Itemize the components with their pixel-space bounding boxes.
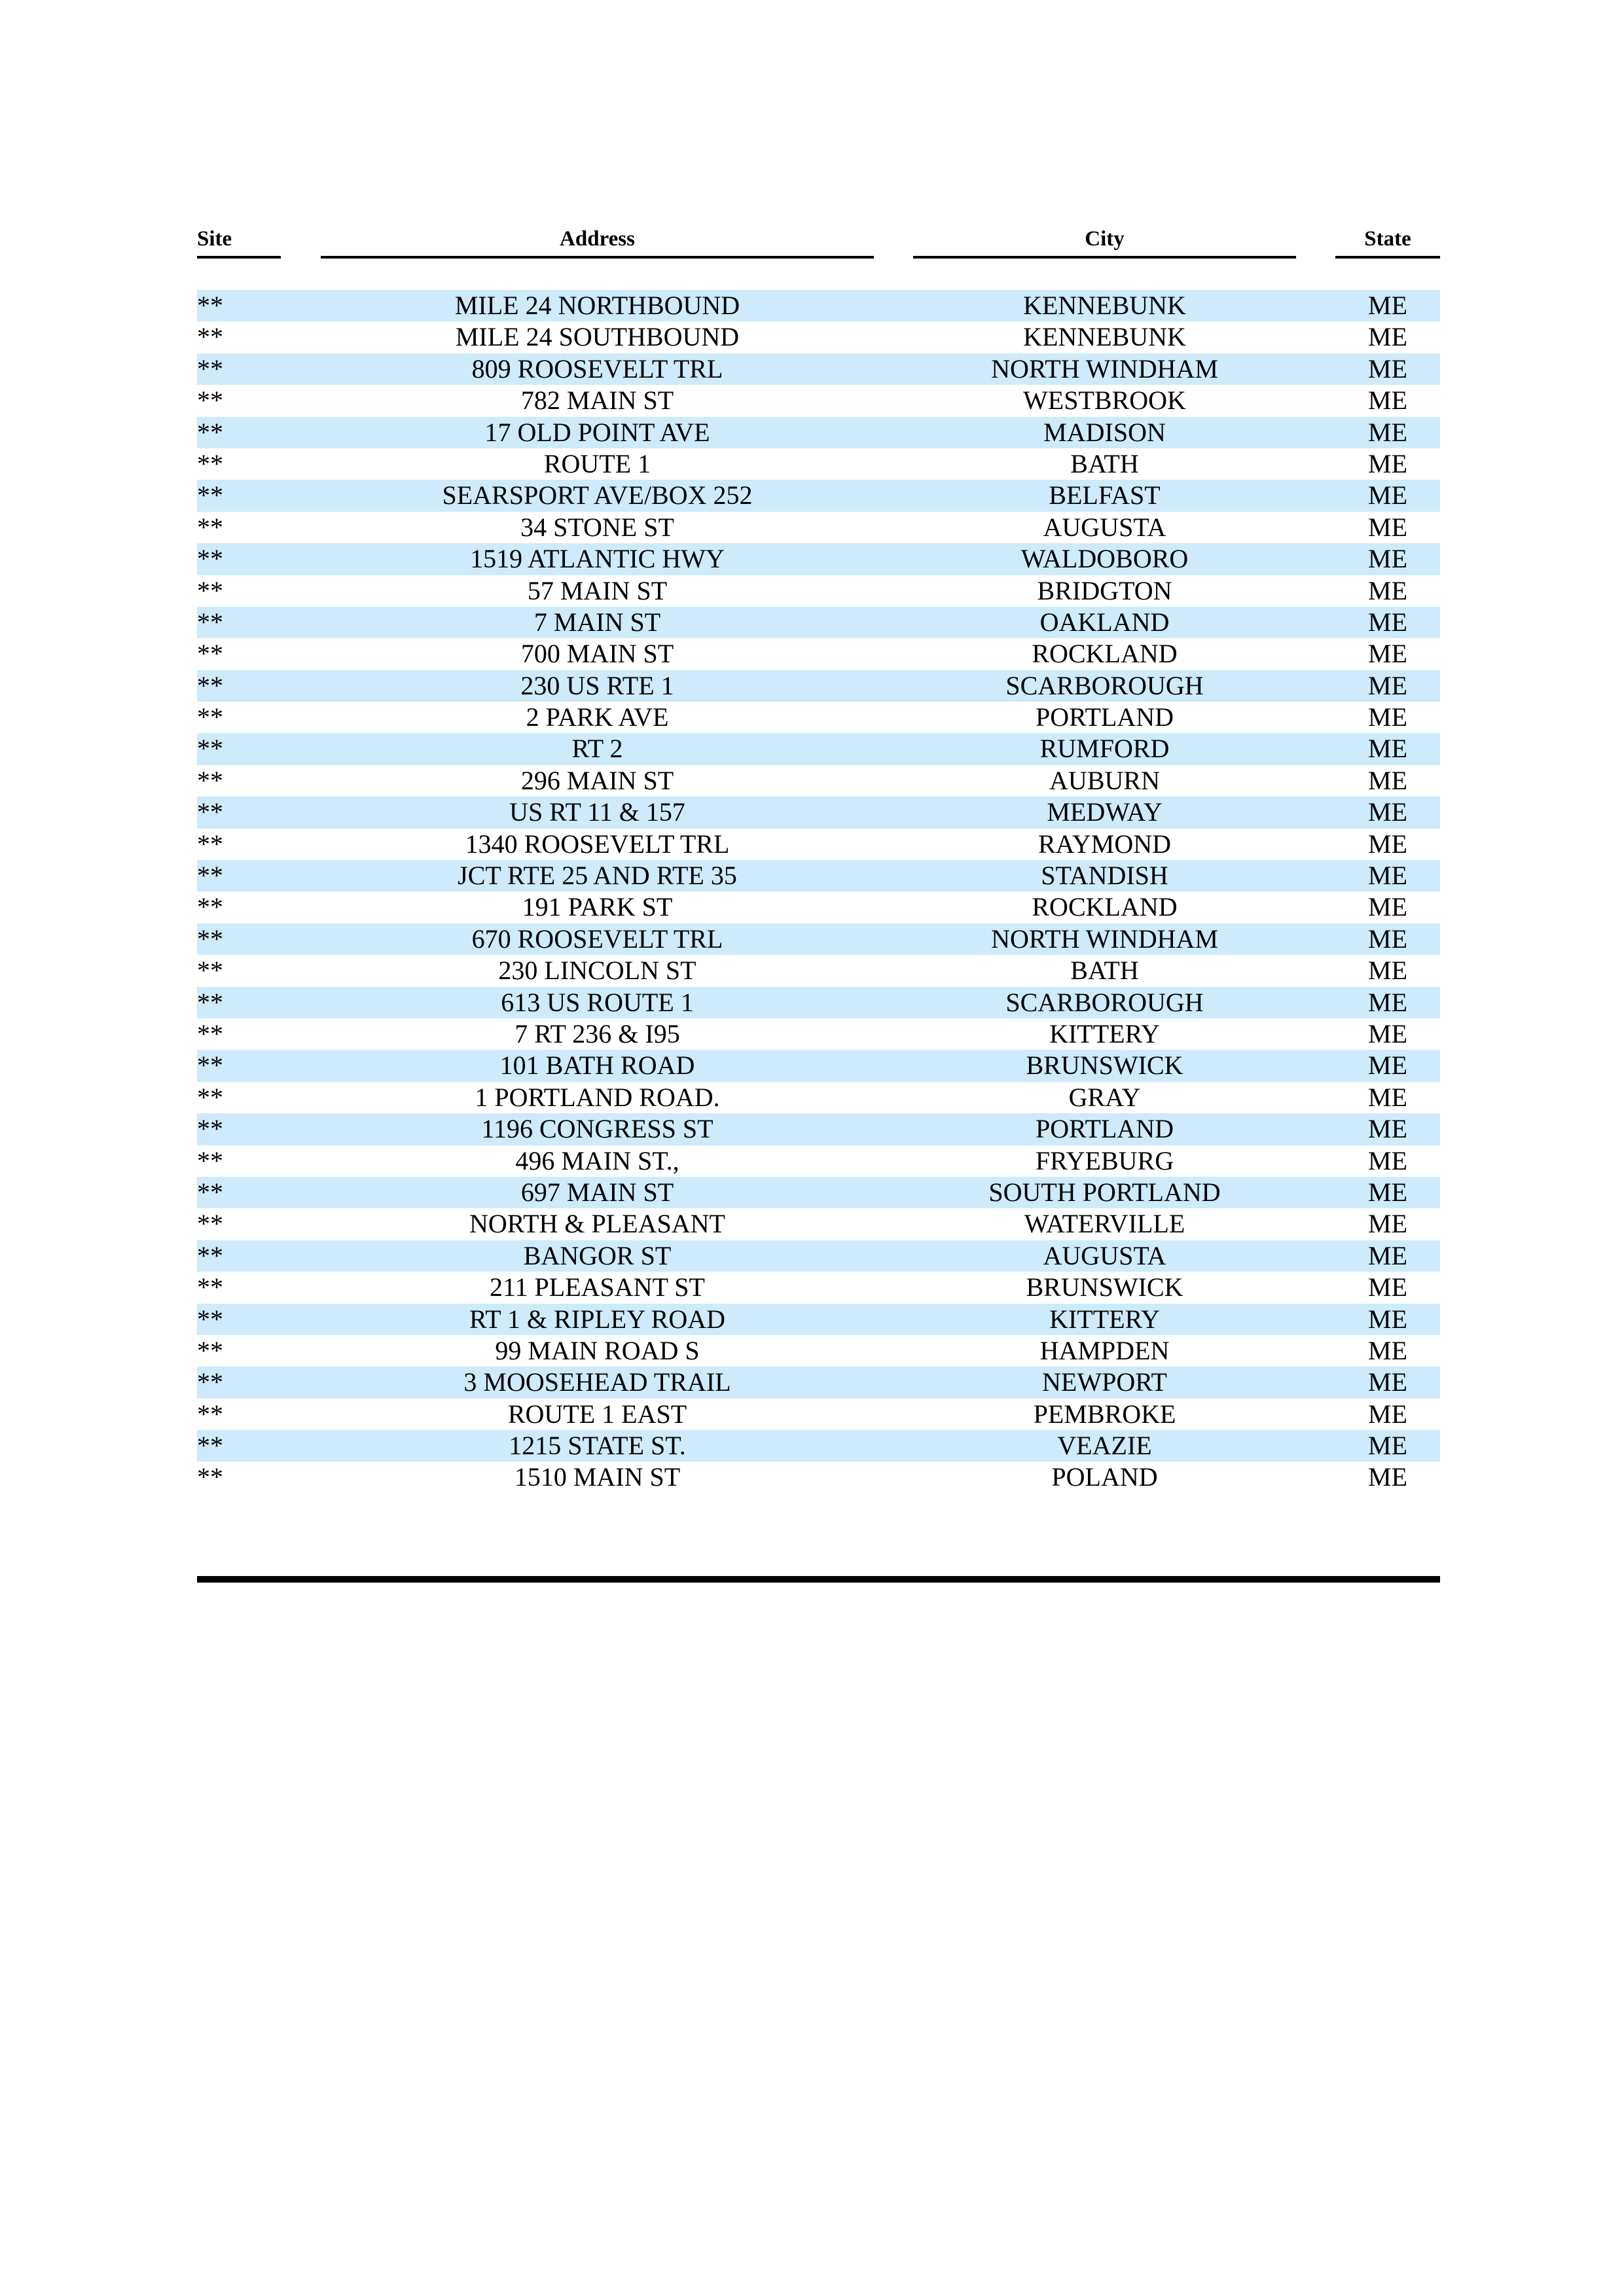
cell-address: NORTH & PLEASANT [469, 1209, 725, 1239]
cell-state: ME [1368, 1399, 1407, 1429]
cell-state: ME [1368, 480, 1407, 511]
cell-city: NORTH WINDHAM [991, 924, 1218, 954]
table-row [197, 1145, 1440, 1177]
table-row [197, 1399, 1440, 1430]
cell-address: 782 MAIN ST [520, 386, 674, 416]
cell-site: ** [197, 448, 223, 478]
cell-site: ** [197, 544, 223, 574]
header-address: Address [321, 226, 874, 259]
cell-city: WATERVILLE [1024, 1209, 1185, 1239]
cell-site: ** [197, 1050, 223, 1081]
table-row [197, 385, 1440, 416]
cell-city: ROCKLAND [1032, 892, 1178, 922]
cell-address: 697 MAIN ST [520, 1177, 674, 1207]
cell-city: VEAZIE [1057, 1431, 1152, 1461]
header-state: State [1335, 226, 1440, 259]
cell-state: ME [1368, 861, 1407, 891]
cell-address: RT 2 [571, 734, 623, 764]
cell-city: SCARBOROUGH [1005, 670, 1204, 700]
table-row [197, 702, 1440, 733]
cell-city: BRIDGTON [1037, 575, 1172, 605]
cell-city: KENNEBUNK [1023, 291, 1186, 320]
cell-city: WALDOBORO [1020, 544, 1189, 574]
table-row [197, 1113, 1440, 1145]
cell-address: SEARSPORT AVE/BOX 252 [442, 480, 753, 511]
cell-address: 57 MAIN ST [527, 575, 668, 605]
cell-state: ME [1368, 765, 1407, 795]
cell-state: ME [1368, 1050, 1407, 1081]
cell-address: 211 PLEASANT ST [490, 1272, 705, 1302]
cell-state: ME [1368, 291, 1407, 320]
cell-site: ** [197, 386, 223, 416]
cell-site: ** [197, 861, 223, 891]
cell-site: ** [197, 1240, 223, 1270]
cell-site: ** [197, 670, 223, 700]
cell-site: ** [197, 734, 223, 764]
cell-city: POLAND [1051, 1462, 1158, 1492]
table-row [197, 638, 1440, 670]
cell-address: 2 PARK AVE [526, 702, 669, 732]
cell-address: 1340 ROOSEVELT TRL [465, 829, 730, 859]
cell-site: ** [197, 291, 223, 320]
table-row [197, 733, 1440, 764]
cell-city: BATH [1070, 956, 1139, 986]
cell-address: 1 PORTLAND ROAD. [475, 1082, 720, 1112]
cell-state: ME [1368, 1462, 1407, 1492]
cell-state: ME [1368, 607, 1407, 637]
cell-site: ** [197, 1114, 223, 1144]
cell-state: ME [1368, 1272, 1407, 1302]
table-row [197, 607, 1440, 638]
cell-city: NORTH WINDHAM [991, 353, 1218, 384]
table-row [197, 1018, 1440, 1050]
cell-address: JCT RTE 25 AND RTE 35 [458, 861, 737, 891]
cell-city: STANDISH [1041, 861, 1168, 891]
cell-state: ME [1368, 987, 1407, 1017]
cell-city: KENNEBUNK [1023, 322, 1186, 352]
table-row [197, 1462, 1440, 1493]
cell-address: 1519 ATLANTIC HWY [470, 544, 725, 574]
cell-city: GRAY [1068, 1082, 1141, 1112]
cell-state: ME [1368, 924, 1407, 954]
cell-state: ME [1368, 448, 1407, 478]
cell-address: 191 PARK ST [522, 892, 673, 922]
table-row [197, 480, 1440, 511]
table-row [197, 575, 1440, 607]
cell-address: 1215 STATE ST. [509, 1431, 686, 1461]
cell-state: ME [1368, 512, 1407, 542]
table-header [0, 226, 1624, 259]
table-row [197, 290, 1440, 321]
table-row [197, 829, 1440, 860]
cell-city: BRUNSWICK [1026, 1272, 1183, 1302]
cell-site: ** [197, 702, 223, 732]
cell-address: 3 MOOSEHEAD TRAIL [463, 1367, 731, 1397]
cell-address: 1196 CONGRESS ST [481, 1114, 713, 1144]
header-site: Site [197, 226, 281, 259]
table-row [197, 765, 1440, 797]
cell-address: 496 MAIN ST., [515, 1145, 679, 1175]
cell-address: 1510 MAIN ST [514, 1462, 681, 1492]
cell-state: ME [1368, 639, 1407, 669]
cell-site: ** [197, 1431, 223, 1461]
header-city: City [913, 226, 1296, 259]
cell-state: ME [1368, 956, 1407, 986]
table-row [197, 860, 1440, 891]
cell-city: FRYEBURG [1035, 1145, 1174, 1175]
cell-city: AUGUSTA [1043, 512, 1166, 542]
cell-site: ** [197, 639, 223, 669]
cell-city: AUBURN [1049, 765, 1160, 795]
cell-state: ME [1368, 797, 1407, 827]
table-row [197, 1177, 1440, 1208]
table-row [197, 1240, 1440, 1272]
cell-city: PORTLAND [1036, 1114, 1174, 1144]
table-row [197, 1082, 1440, 1113]
cell-city: BATH [1070, 448, 1139, 478]
table-row [197, 448, 1440, 480]
cell-state: ME [1368, 1177, 1407, 1207]
cell-state: ME [1368, 1367, 1407, 1397]
cell-site: ** [197, 1272, 223, 1302]
cell-state: ME [1368, 1145, 1407, 1175]
cell-site: ** [197, 956, 223, 986]
cell-site: ** [197, 829, 223, 859]
cell-site: ** [197, 1304, 223, 1334]
cell-site: ** [197, 1462, 223, 1492]
cell-state: ME [1368, 1114, 1407, 1144]
cell-city: BRUNSWICK [1026, 1050, 1183, 1081]
table-row [197, 797, 1440, 828]
cell-address: 230 US RTE 1 [520, 670, 674, 700]
cell-site: ** [197, 575, 223, 605]
cell-state: ME [1368, 544, 1407, 574]
cell-address: US RT 11 & 157 [509, 797, 685, 827]
cell-site: ** [197, 1082, 223, 1112]
table-row [197, 1272, 1440, 1303]
cell-city: ROCKLAND [1032, 639, 1178, 669]
cell-city: MADISON [1043, 417, 1166, 447]
cell-city: AUGUSTA [1043, 1240, 1166, 1270]
cell-city: NEWPORT [1042, 1367, 1167, 1397]
cell-address: MILE 24 NORTHBOUND [454, 291, 740, 320]
cell-site: ** [197, 1209, 223, 1239]
cell-state: ME [1368, 417, 1407, 447]
table-row [197, 321, 1440, 353]
table-row [197, 1304, 1440, 1335]
table-row [197, 512, 1440, 543]
table-row [197, 417, 1440, 448]
bottom-rule [197, 1576, 1440, 1583]
cell-address: 17 OLD POINT AVE [484, 417, 710, 447]
cell-address: 101 BATH ROAD [499, 1050, 695, 1081]
cell-state: ME [1368, 1018, 1407, 1049]
cell-site: ** [197, 1177, 223, 1207]
cell-state: ME [1368, 575, 1407, 605]
table-row [197, 1208, 1440, 1240]
cell-state: ME [1368, 1209, 1407, 1239]
table-body [197, 290, 1440, 1494]
table-row [197, 543, 1440, 575]
cell-city: RAYMOND [1038, 829, 1171, 859]
cell-address: 34 STONE ST [520, 512, 674, 542]
cell-site: ** [197, 1018, 223, 1049]
cell-site: ** [197, 512, 223, 542]
cell-city: SCARBOROUGH [1005, 987, 1204, 1017]
cell-city: SOUTH PORTLAND [988, 1177, 1221, 1207]
cell-address: 230 LINCOLN ST [498, 956, 696, 986]
cell-state: ME [1368, 670, 1407, 700]
cell-site: ** [197, 1367, 223, 1397]
cell-city: WESTBROOK [1023, 386, 1186, 416]
cell-site: ** [197, 607, 223, 637]
cell-address: 613 US ROUTE 1 [501, 987, 694, 1017]
table-row [197, 924, 1440, 955]
cell-state: ME [1368, 386, 1407, 416]
cell-site: ** [197, 765, 223, 795]
cell-site: ** [197, 353, 223, 384]
cell-state: ME [1368, 892, 1407, 922]
cell-state: ME [1368, 1335, 1407, 1365]
cell-state: ME [1368, 1240, 1407, 1270]
cell-site: ** [197, 924, 223, 954]
cell-address: 670 ROOSEVELT TRL [471, 924, 723, 954]
cell-city: HAMPDEN [1039, 1335, 1170, 1365]
cell-site: ** [197, 1335, 223, 1365]
cell-site: ** [197, 987, 223, 1017]
cell-address: BANGOR ST [523, 1240, 672, 1270]
cell-address: 809 ROOSEVELT TRL [471, 353, 723, 384]
cell-state: ME [1368, 1082, 1407, 1112]
cell-address: RT 1 & RIPLEY ROAD [469, 1304, 725, 1334]
cell-city: BELFAST [1049, 480, 1161, 511]
cell-state: ME [1368, 322, 1407, 352]
cell-state: ME [1368, 702, 1407, 732]
cell-site: ** [197, 322, 223, 352]
cell-address: ROUTE 1 EAST [507, 1399, 687, 1429]
table-row [197, 955, 1440, 986]
cell-city: OAKLAND [1039, 607, 1170, 637]
table-row [197, 1335, 1440, 1367]
cell-site: ** [197, 480, 223, 511]
cell-state: ME [1368, 353, 1407, 384]
cell-address: ROUTE 1 [543, 448, 651, 478]
cell-state: ME [1368, 734, 1407, 764]
cell-address: 7 RT 236 & I95 [514, 1018, 680, 1049]
cell-state: ME [1368, 1431, 1407, 1461]
cell-state: ME [1368, 1304, 1407, 1334]
table-row [197, 353, 1440, 385]
cell-city: KITTERY [1049, 1304, 1160, 1334]
table-row [197, 891, 1440, 923]
cell-site: ** [197, 797, 223, 827]
cell-address: 700 MAIN ST [520, 639, 674, 669]
table-row [197, 1367, 1440, 1398]
cell-city: PEMBROKE [1033, 1399, 1176, 1429]
cell-state: ME [1368, 829, 1407, 859]
table-row [197, 1050, 1440, 1081]
cell-address: 296 MAIN ST [520, 765, 674, 795]
cell-city: RUMFORD [1039, 734, 1170, 764]
table-row [197, 1430, 1440, 1462]
cell-site: ** [197, 892, 223, 922]
cell-city: MEDWAY [1047, 797, 1163, 827]
cell-site: ** [197, 1145, 223, 1175]
table-row [197, 670, 1440, 702]
cell-site: ** [197, 1399, 223, 1429]
cell-site: ** [197, 417, 223, 447]
cell-city: KITTERY [1049, 1018, 1160, 1049]
cell-address: 99 MAIN ROAD S [495, 1335, 700, 1365]
cell-city: PORTLAND [1036, 702, 1174, 732]
cell-address: 7 MAIN ST [533, 607, 661, 637]
cell-address: MILE 24 SOUTHBOUND [455, 322, 740, 352]
table-row [197, 987, 1440, 1018]
